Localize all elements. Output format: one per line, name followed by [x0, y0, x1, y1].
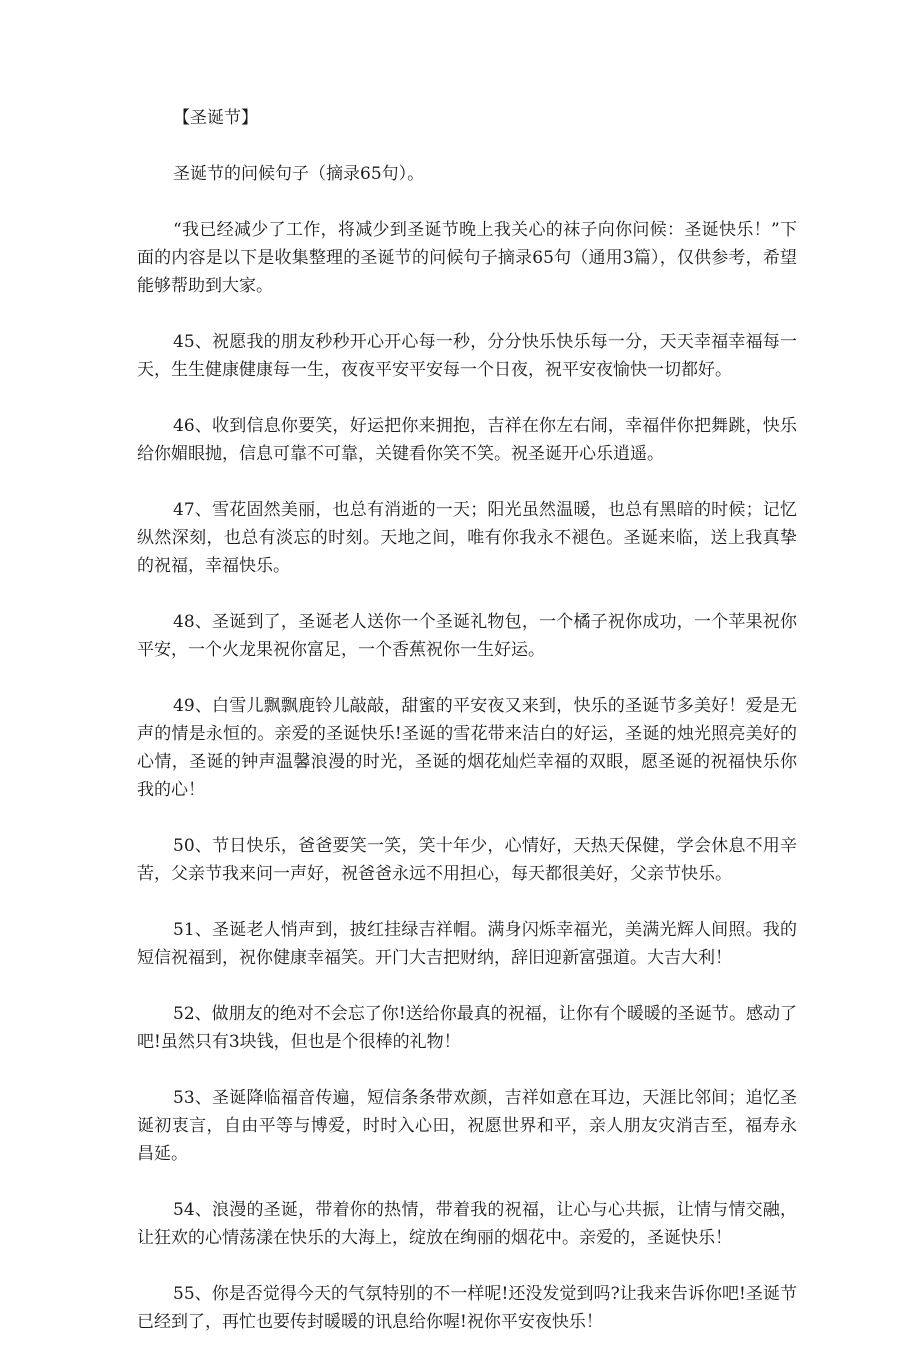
- list-item: 51、圣诞老人悄声到，披红挂绿吉祥帽。满身闪烁幸福光，美满光辉人间照。我的短信祝福到，祝你健康幸福笑。开门大吉把财纳，辞旧迎新富强道。大吉大利！: [137, 920, 797, 968]
- document-body: [137, 104, 797, 1364]
- list-item: 48、圣诞到了，圣诞老人送你一个圣诞礼物包，一个橘子祝你成功，一个苹果祝你平安，一个火龙果祝你富足，一个香蕉祝你一生好运。: [137, 612, 797, 660]
- intro-paragraph: “我已经减少了工作，将减少到圣诞节晚上我关心的袜子向你问候：圣诞快乐！”下面的内容是以下是收集整理的圣诞节的问候句子摘录65句（通用3篇），仅供参考，希望能够帮助到大家。: [137, 220, 797, 296]
- list-item: 50、节日快乐，爸爸要笑一笑，笑十年少，心情好，天热天保健，学会休息不用辛苦，父亲节我来问一声好，祝爸爸永远不用担心，每天都很美好，父亲节快乐。: [137, 836, 797, 884]
- list-item: 55、你是否觉得今天的气氛特别的不一样呢!还没发觉到吗?让我来告诉你吧!圣诞节已经到了，再忙也要传封暖暖的讯息给你喔!祝你平安夜快乐！: [137, 1284, 797, 1332]
- list-item: 46、收到信息你要笑，好运把你来拥抱，吉祥在你左右闹，幸福伴你把舞跳，快乐给你媚眼抛，信息可靠不可靠，关键看你笑不笑。祝圣诞开心乐逍遥。: [137, 416, 797, 464]
- list-item: 49、白雪儿飘飘鹿铃儿敲敲，甜蜜的平安夜又来到，快乐的圣诞节多美好！爱是无声的情是永恒的。亲爱的圣诞快乐!圣诞的雪花带来洁白的好运，圣诞的烛光照亮美好的心情，圣诞的钟声温馨浪漫的时光，圣诞的烟花灿烂幸福的双眼，愿圣诞的祝福快乐你我的心！: [137, 696, 797, 800]
- list-item: 53、圣诞降临福音传遍，短信条条带欢颜，吉祥如意在耳边，天涯比邻间；追忆圣诞初衷言，自由平等与博爱，时时入心田，祝愿世界和平，亲人朋友灾消吉至，福寿永昌延。: [137, 1088, 797, 1164]
- list-item: 52、做朋友的绝对不会忘了你!送给你最真的祝福，让你有个暖暖的圣诞节。感动了吧!虽然只有3块钱，但也是个很棒的礼物！: [137, 1004, 797, 1052]
- list-item: 54、浪漫的圣诞，带着你的热情，带着我的祝福，让心与心共振，让情与情交融，让狂欢的心情荡漾在快乐的大海上，绽放在绚丽的烟花中。亲爱的，圣诞快乐！: [137, 1200, 797, 1248]
- list-item: 47、雪花固然美丽，也总有消逝的一天；阳光虽然温暖，也总有黑暗的时候；记忆纵然深刻，也总有淡忘的时刻。天地之间，唯有你我永不褪色。圣诞来临，送上我真挚的祝福，幸福快乐。: [137, 500, 797, 576]
- list-item: 45、祝愿我的朋友秒秒开心开心每一秒，分分快乐快乐每一分，天天幸福幸福每一天，生生健康健康每一生，夜夜平安平安每一个日夜，祝平安夜愉快一切都好。: [137, 332, 797, 380]
- section-tag: 【圣诞节】: [173, 108, 258, 128]
- page-title: 圣诞节的问候句子（摘录65句）。: [173, 164, 425, 184]
